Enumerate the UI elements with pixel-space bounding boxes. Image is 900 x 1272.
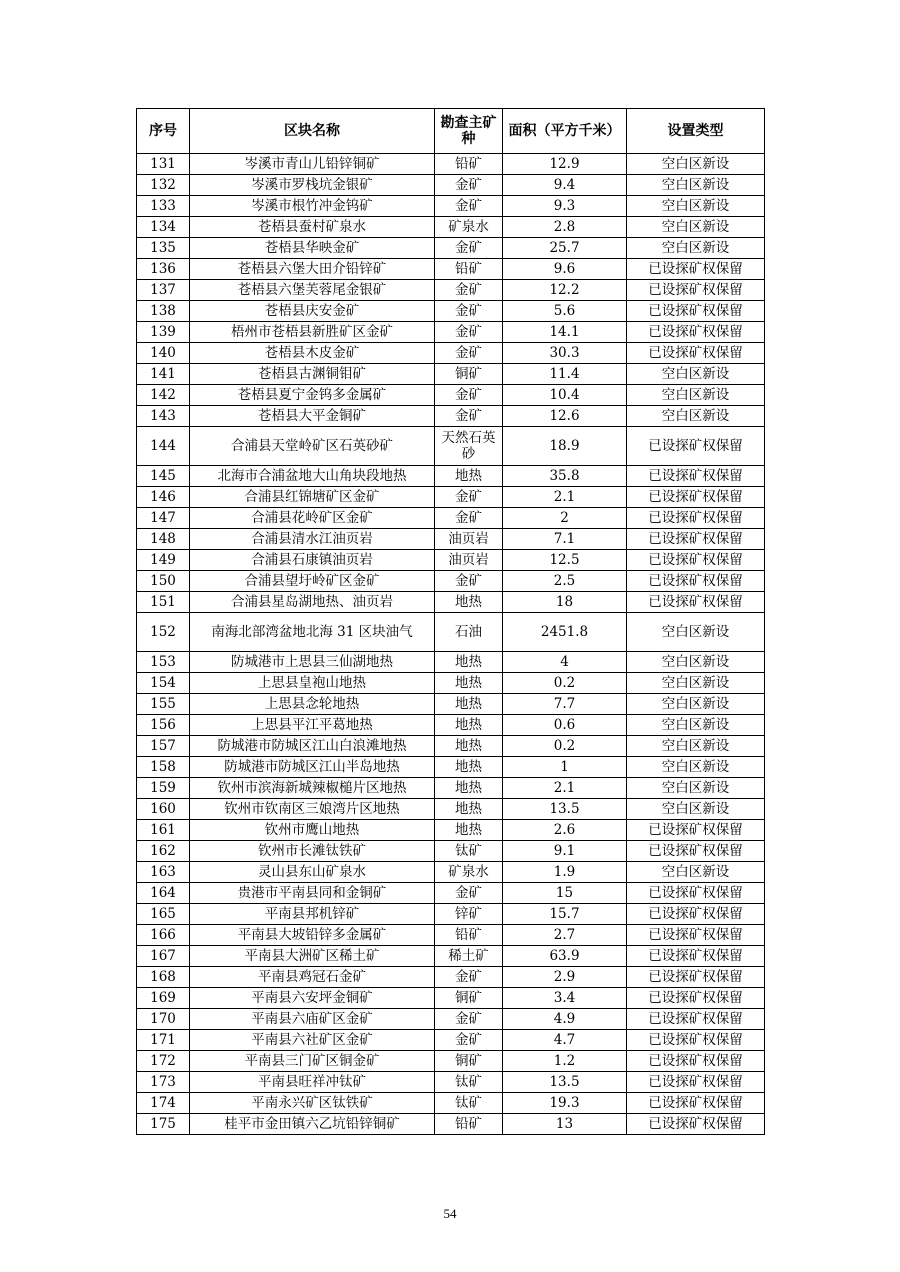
- cell-setup-type: 已设探矿权保留: [627, 487, 765, 508]
- cell-setup-type: 已设探矿权保留: [627, 820, 765, 841]
- cell-serial: 164: [137, 883, 190, 904]
- cell-setup-type: 已设探矿权保留: [627, 550, 765, 571]
- cell-serial: 144: [137, 427, 190, 466]
- cell-area: 9.3: [503, 196, 627, 217]
- table-row: [137, 427, 765, 466]
- cell-area: 13.5: [503, 1072, 627, 1093]
- cell-area: 5.6: [503, 301, 627, 322]
- cell-main-mineral: 油页岩: [435, 529, 503, 550]
- table-row: [137, 175, 765, 196]
- cell-serial: 147: [137, 508, 190, 529]
- table-row: [137, 1072, 765, 1093]
- cell-setup-type: 已设探矿权保留: [627, 988, 765, 1009]
- cell-block-name: 苍梧县六堡大田介铅锌矿: [190, 259, 435, 280]
- cell-main-mineral: 地热: [435, 466, 503, 487]
- cell-main-mineral: 钛矿: [435, 841, 503, 862]
- table-row: [137, 571, 765, 592]
- table-row: [137, 841, 765, 862]
- cell-area: 1: [503, 757, 627, 778]
- cell-block-name: 桂平市金田镇六乙坑铅锌铜矿: [190, 1114, 435, 1135]
- header-area: 面积（平方千米）: [503, 109, 627, 154]
- cell-block-name: 平南县六安坪金铜矿: [190, 988, 435, 1009]
- table-row: [137, 652, 765, 673]
- cell-block-name: 合浦县红锦塘矿区金矿: [190, 487, 435, 508]
- cell-serial: 141: [137, 364, 190, 385]
- cell-area: 15: [503, 883, 627, 904]
- cell-area: 4: [503, 652, 627, 673]
- table-row: [137, 259, 765, 280]
- cell-main-mineral: 金矿: [435, 508, 503, 529]
- cell-area: 2.6: [503, 820, 627, 841]
- cell-block-name: 南海北部湾盆地北海 31 区块油气: [190, 613, 435, 652]
- cell-area: 13.5: [503, 799, 627, 820]
- cell-area: 9.6: [503, 259, 627, 280]
- cell-main-mineral: 金矿: [435, 175, 503, 196]
- table-row: [137, 673, 765, 694]
- cell-setup-type: 空白区新设: [627, 406, 765, 427]
- cell-block-name: 上思县皇袍山地热: [190, 673, 435, 694]
- cell-serial: 167: [137, 946, 190, 967]
- table-row: [137, 529, 765, 550]
- cell-block-name: 苍梧县大平金铜矿: [190, 406, 435, 427]
- cell-block-name: 防城港市防城区江山半岛地热: [190, 757, 435, 778]
- cell-serial: 165: [137, 904, 190, 925]
- cell-serial: 136: [137, 259, 190, 280]
- cell-serial: 158: [137, 757, 190, 778]
- cell-area: 13: [503, 1114, 627, 1135]
- cell-area: 35.8: [503, 466, 627, 487]
- cell-setup-type: 已设探矿权保留: [627, 280, 765, 301]
- cell-main-mineral: 地热: [435, 778, 503, 799]
- cell-area: 3.4: [503, 988, 627, 1009]
- cell-main-mineral: 铅矿: [435, 925, 503, 946]
- cell-main-mineral: 钛矿: [435, 1093, 503, 1114]
- cell-setup-type: 已设探矿权保留: [627, 841, 765, 862]
- cell-area: 2.1: [503, 487, 627, 508]
- cell-block-name: 上思县念轮地热: [190, 694, 435, 715]
- cell-setup-type: 空白区新设: [627, 736, 765, 757]
- cell-block-name: 钦州市滨海新城辣椒槌片区地热: [190, 778, 435, 799]
- table-row: [137, 343, 765, 364]
- table-row: [137, 217, 765, 238]
- cell-setup-type: 已设探矿权保留: [627, 1030, 765, 1051]
- table-row: [137, 1114, 765, 1135]
- cell-serial: 154: [137, 673, 190, 694]
- cell-main-mineral: 铜矿: [435, 988, 503, 1009]
- cell-block-name: 平南县鸡冠石金矿: [190, 967, 435, 988]
- cell-block-name: 苍梧县六堡芙蓉尾金银矿: [190, 280, 435, 301]
- cell-main-mineral: 矿泉水: [435, 217, 503, 238]
- cell-area: 2.8: [503, 217, 627, 238]
- cell-area: 0.2: [503, 736, 627, 757]
- cell-area: 1.9: [503, 862, 627, 883]
- cell-main-mineral: 地热: [435, 757, 503, 778]
- table-row: [137, 466, 765, 487]
- cell-serial: 143: [137, 406, 190, 427]
- cell-serial: 140: [137, 343, 190, 364]
- table-header-row: [137, 109, 765, 154]
- cell-area: 18.9: [503, 427, 627, 466]
- cell-setup-type: 已设探矿权保留: [627, 322, 765, 343]
- cell-block-name: 岑溪市根竹冲金钨矿: [190, 196, 435, 217]
- cell-block-name: 钦州市长滩钛铁矿: [190, 841, 435, 862]
- table-row: [137, 1030, 765, 1051]
- mining-block-table: [136, 108, 765, 1135]
- table-row: [137, 487, 765, 508]
- cell-serial: 145: [137, 466, 190, 487]
- cell-setup-type: 已设探矿权保留: [627, 1009, 765, 1030]
- cell-main-mineral: 金矿: [435, 487, 503, 508]
- cell-setup-type: 空白区新设: [627, 694, 765, 715]
- table-row: [137, 862, 765, 883]
- cell-main-mineral: 金矿: [435, 406, 503, 427]
- cell-area: 2.5: [503, 571, 627, 592]
- cell-block-name: 岑溪市青山儿铅锌铜矿: [190, 154, 435, 175]
- cell-serial: 168: [137, 967, 190, 988]
- cell-area: 63.9: [503, 946, 627, 967]
- table-row: [137, 694, 765, 715]
- cell-setup-type: 已设探矿权保留: [627, 967, 765, 988]
- cell-area: 4.7: [503, 1030, 627, 1051]
- cell-setup-type: 空白区新设: [627, 799, 765, 820]
- cell-serial: 155: [137, 694, 190, 715]
- table-row: [137, 925, 765, 946]
- table-row: [137, 1051, 765, 1072]
- cell-main-mineral: 金矿: [435, 322, 503, 343]
- cell-main-mineral: 地热: [435, 652, 503, 673]
- cell-area: 18: [503, 592, 627, 613]
- cell-serial: 156: [137, 715, 190, 736]
- cell-area: 30.3: [503, 343, 627, 364]
- cell-area: 11.4: [503, 364, 627, 385]
- cell-main-mineral: 金矿: [435, 967, 503, 988]
- cell-area: 12.9: [503, 154, 627, 175]
- cell-setup-type: 已设探矿权保留: [627, 925, 765, 946]
- cell-main-mineral: 石油: [435, 613, 503, 652]
- table-row: [137, 154, 765, 175]
- cell-block-name: 苍梧县庆安金矿: [190, 301, 435, 322]
- cell-block-name: 北海市合浦盆地大山角块段地热: [190, 466, 435, 487]
- cell-area: 7.1: [503, 529, 627, 550]
- cell-block-name: 钦州市钦南区三娘湾片区地热: [190, 799, 435, 820]
- cell-serial: 163: [137, 862, 190, 883]
- table-row: [137, 592, 765, 613]
- page-number: 54: [443, 1206, 457, 1221]
- cell-area: 2.9: [503, 967, 627, 988]
- cell-main-mineral: 油页岩: [435, 550, 503, 571]
- cell-area: 12.6: [503, 406, 627, 427]
- cell-serial: 171: [137, 1030, 190, 1051]
- cell-area: 12.5: [503, 550, 627, 571]
- cell-setup-type: 已设探矿权保留: [627, 343, 765, 364]
- cell-setup-type: 空白区新设: [627, 613, 765, 652]
- table-row: [137, 967, 765, 988]
- cell-main-mineral: 地热: [435, 736, 503, 757]
- cell-block-name: 防城港市防城区江山白浪滩地热: [190, 736, 435, 757]
- table-row: [137, 280, 765, 301]
- cell-area: 14.1: [503, 322, 627, 343]
- cell-area: 0.6: [503, 715, 627, 736]
- cell-setup-type: 已设探矿权保留: [627, 427, 765, 466]
- cell-setup-type: 空白区新设: [627, 238, 765, 259]
- cell-setup-type: 空白区新设: [627, 757, 765, 778]
- cell-setup-type: 已设探矿权保留: [627, 592, 765, 613]
- cell-block-name: 合浦县花岭矿区金矿: [190, 508, 435, 529]
- cell-serial: 173: [137, 1072, 190, 1093]
- cell-setup-type: 已设探矿权保留: [627, 571, 765, 592]
- cell-block-name: 合浦县清水江油页岩: [190, 529, 435, 550]
- cell-serial: 160: [137, 799, 190, 820]
- cell-main-mineral: 金矿: [435, 196, 503, 217]
- cell-setup-type: 已设探矿权保留: [627, 529, 765, 550]
- cell-serial: 132: [137, 175, 190, 196]
- table-row: [137, 799, 765, 820]
- cell-setup-type: 空白区新设: [627, 673, 765, 694]
- table-row: [137, 757, 765, 778]
- cell-serial: 175: [137, 1114, 190, 1135]
- cell-main-mineral: 稀土矿: [435, 946, 503, 967]
- cell-setup-type: 已设探矿权保留: [627, 1093, 765, 1114]
- cell-setup-type: 空白区新设: [627, 862, 765, 883]
- cell-setup-type: 已设探矿权保留: [627, 883, 765, 904]
- cell-serial: 151: [137, 592, 190, 613]
- table-row: [137, 508, 765, 529]
- cell-main-mineral: 金矿: [435, 1030, 503, 1051]
- cell-setup-type: 已设探矿权保留: [627, 508, 765, 529]
- table-row: [137, 301, 765, 322]
- cell-serial: 152: [137, 613, 190, 652]
- cell-serial: 157: [137, 736, 190, 757]
- cell-main-mineral: 地热: [435, 820, 503, 841]
- cell-area: 2: [503, 508, 627, 529]
- cell-main-mineral: 地热: [435, 592, 503, 613]
- table-row: [137, 385, 765, 406]
- cell-serial: 131: [137, 154, 190, 175]
- header-setup-type: 设置类型: [627, 109, 765, 154]
- cell-main-mineral: 铅矿: [435, 1114, 503, 1135]
- cell-main-mineral: 金矿: [435, 883, 503, 904]
- table-row: [137, 715, 765, 736]
- cell-main-mineral: 金矿: [435, 343, 503, 364]
- cell-serial: 150: [137, 571, 190, 592]
- cell-block-name: 贵港市平南县同和金铜矿: [190, 883, 435, 904]
- table-row: [137, 904, 765, 925]
- cell-area: 7.7: [503, 694, 627, 715]
- cell-serial: 169: [137, 988, 190, 1009]
- cell-main-mineral: 地热: [435, 715, 503, 736]
- table-row: [137, 820, 765, 841]
- table-row: [137, 1009, 765, 1030]
- cell-area: 2.1: [503, 778, 627, 799]
- table-row: [137, 196, 765, 217]
- cell-area: 4.9: [503, 1009, 627, 1030]
- cell-block-name: 苍梧县夏宁金钨多金属矿: [190, 385, 435, 406]
- cell-serial: 162: [137, 841, 190, 862]
- cell-block-name: 岑溪市罗栈坑金银矿: [190, 175, 435, 196]
- cell-block-name: 平南县邦机锌矿: [190, 904, 435, 925]
- table-row: [137, 736, 765, 757]
- cell-serial: 174: [137, 1093, 190, 1114]
- cell-serial: 172: [137, 1051, 190, 1072]
- cell-setup-type: 空白区新设: [627, 217, 765, 238]
- cell-main-mineral: 地热: [435, 799, 503, 820]
- cell-area: 2451.8: [503, 613, 627, 652]
- table-row: [137, 322, 765, 343]
- cell-setup-type: 空白区新设: [627, 715, 765, 736]
- cell-block-name: 苍梧县蚕村矿泉水: [190, 217, 435, 238]
- table-row: [137, 1093, 765, 1114]
- cell-area: 9.4: [503, 175, 627, 196]
- cell-setup-type: 空白区新设: [627, 154, 765, 175]
- cell-main-mineral: 铜矿: [435, 364, 503, 385]
- cell-serial: 134: [137, 217, 190, 238]
- cell-setup-type: 已设探矿权保留: [627, 946, 765, 967]
- cell-setup-type: 空白区新设: [627, 175, 765, 196]
- cell-block-name: 合浦县望圩岭矿区金矿: [190, 571, 435, 592]
- cell-setup-type: 空白区新设: [627, 778, 765, 799]
- header-main-mineral: 勘查主矿种: [435, 109, 503, 154]
- cell-serial: 148: [137, 529, 190, 550]
- cell-serial: 137: [137, 280, 190, 301]
- cell-setup-type: 已设探矿权保留: [627, 1051, 765, 1072]
- cell-block-name: 灵山县东山矿泉水: [190, 862, 435, 883]
- table-row: [137, 946, 765, 967]
- cell-area: 10.4: [503, 385, 627, 406]
- cell-setup-type: 空白区新设: [627, 652, 765, 673]
- cell-block-name: 平南县大坡铅锌多金属矿: [190, 925, 435, 946]
- cell-main-mineral: 金矿: [435, 280, 503, 301]
- cell-block-name: 平南永兴矿区钛铁矿: [190, 1093, 435, 1114]
- cell-setup-type: 空白区新设: [627, 364, 765, 385]
- cell-setup-type: 已设探矿权保留: [627, 904, 765, 925]
- cell-area: 0.2: [503, 673, 627, 694]
- header-block-name: 区块名称: [190, 109, 435, 154]
- cell-block-name: 合浦县天堂岭矿区石英砂矿: [190, 427, 435, 466]
- cell-area: 25.7: [503, 238, 627, 259]
- cell-block-name: 梧州市苍梧县新胜矿区金矿: [190, 322, 435, 343]
- cell-main-mineral: 金矿: [435, 301, 503, 322]
- cell-block-name: 防城港市上思县三仙湖地热: [190, 652, 435, 673]
- cell-main-mineral: 铅矿: [435, 154, 503, 175]
- cell-block-name: 平南县三门矿区铜金矿: [190, 1051, 435, 1072]
- cell-area: 1.2: [503, 1051, 627, 1072]
- cell-main-mineral: 地热: [435, 673, 503, 694]
- table-row: [137, 778, 765, 799]
- cell-setup-type: 已设探矿权保留: [627, 1072, 765, 1093]
- cell-main-mineral: 金矿: [435, 1009, 503, 1030]
- table-row: [137, 238, 765, 259]
- table-row: [137, 406, 765, 427]
- cell-block-name: 平南县大洲矿区稀土矿: [190, 946, 435, 967]
- cell-main-mineral: 锌矿: [435, 904, 503, 925]
- table-row: [137, 988, 765, 1009]
- cell-serial: 139: [137, 322, 190, 343]
- cell-block-name: 合浦县石康镇油页岩: [190, 550, 435, 571]
- cell-main-mineral: 矿泉水: [435, 862, 503, 883]
- cell-block-name: 钦州市鹰山地热: [190, 820, 435, 841]
- cell-serial: 149: [137, 550, 190, 571]
- cell-area: 9.1: [503, 841, 627, 862]
- cell-area: 15.7: [503, 904, 627, 925]
- cell-block-name: 苍梧县古渊铜钼矿: [190, 364, 435, 385]
- cell-setup-type: 已设探矿权保留: [627, 1114, 765, 1135]
- cell-setup-type: 空白区新设: [627, 196, 765, 217]
- cell-block-name: 苍梧县华映金矿: [190, 238, 435, 259]
- cell-area: 19.3: [503, 1093, 627, 1114]
- cell-block-name: 上思县平江平葛地热: [190, 715, 435, 736]
- table-row: [137, 364, 765, 385]
- cell-serial: 159: [137, 778, 190, 799]
- cell-serial: 153: [137, 652, 190, 673]
- cell-main-mineral: 天然石英砂: [435, 427, 503, 466]
- cell-serial: 142: [137, 385, 190, 406]
- cell-serial: 170: [137, 1009, 190, 1030]
- table-row: [137, 883, 765, 904]
- cell-setup-type: 已设探矿权保留: [627, 301, 765, 322]
- cell-main-mineral: 钛矿: [435, 1072, 503, 1093]
- table-row: [137, 550, 765, 571]
- cell-serial: 135: [137, 238, 190, 259]
- cell-block-name: 合浦县星岛湖地热、油页岩: [190, 592, 435, 613]
- cell-serial: 133: [137, 196, 190, 217]
- cell-setup-type: 空白区新设: [627, 385, 765, 406]
- cell-serial: 166: [137, 925, 190, 946]
- table-body: [137, 154, 765, 1135]
- cell-block-name: 平南县六社矿区金矿: [190, 1030, 435, 1051]
- cell-main-mineral: 金矿: [435, 571, 503, 592]
- cell-main-mineral: 地热: [435, 694, 503, 715]
- cell-serial: 146: [137, 487, 190, 508]
- cell-main-mineral: 金矿: [435, 385, 503, 406]
- cell-main-mineral: 铅矿: [435, 259, 503, 280]
- cell-setup-type: 已设探矿权保留: [627, 466, 765, 487]
- cell-main-mineral: 铜矿: [435, 1051, 503, 1072]
- table-row: [137, 613, 765, 652]
- cell-main-mineral: 金矿: [435, 238, 503, 259]
- cell-block-name: 平南县旺祥冲钛矿: [190, 1072, 435, 1093]
- cell-area: 2.7: [503, 925, 627, 946]
- cell-block-name: 苍梧县木皮金矿: [190, 343, 435, 364]
- cell-area: 12.2: [503, 280, 627, 301]
- cell-serial: 161: [137, 820, 190, 841]
- header-serial: 序号: [137, 109, 190, 154]
- cell-block-name: 平南县六庙矿区金矿: [190, 1009, 435, 1030]
- cell-setup-type: 已设探矿权保留: [627, 259, 765, 280]
- cell-serial: 138: [137, 301, 190, 322]
